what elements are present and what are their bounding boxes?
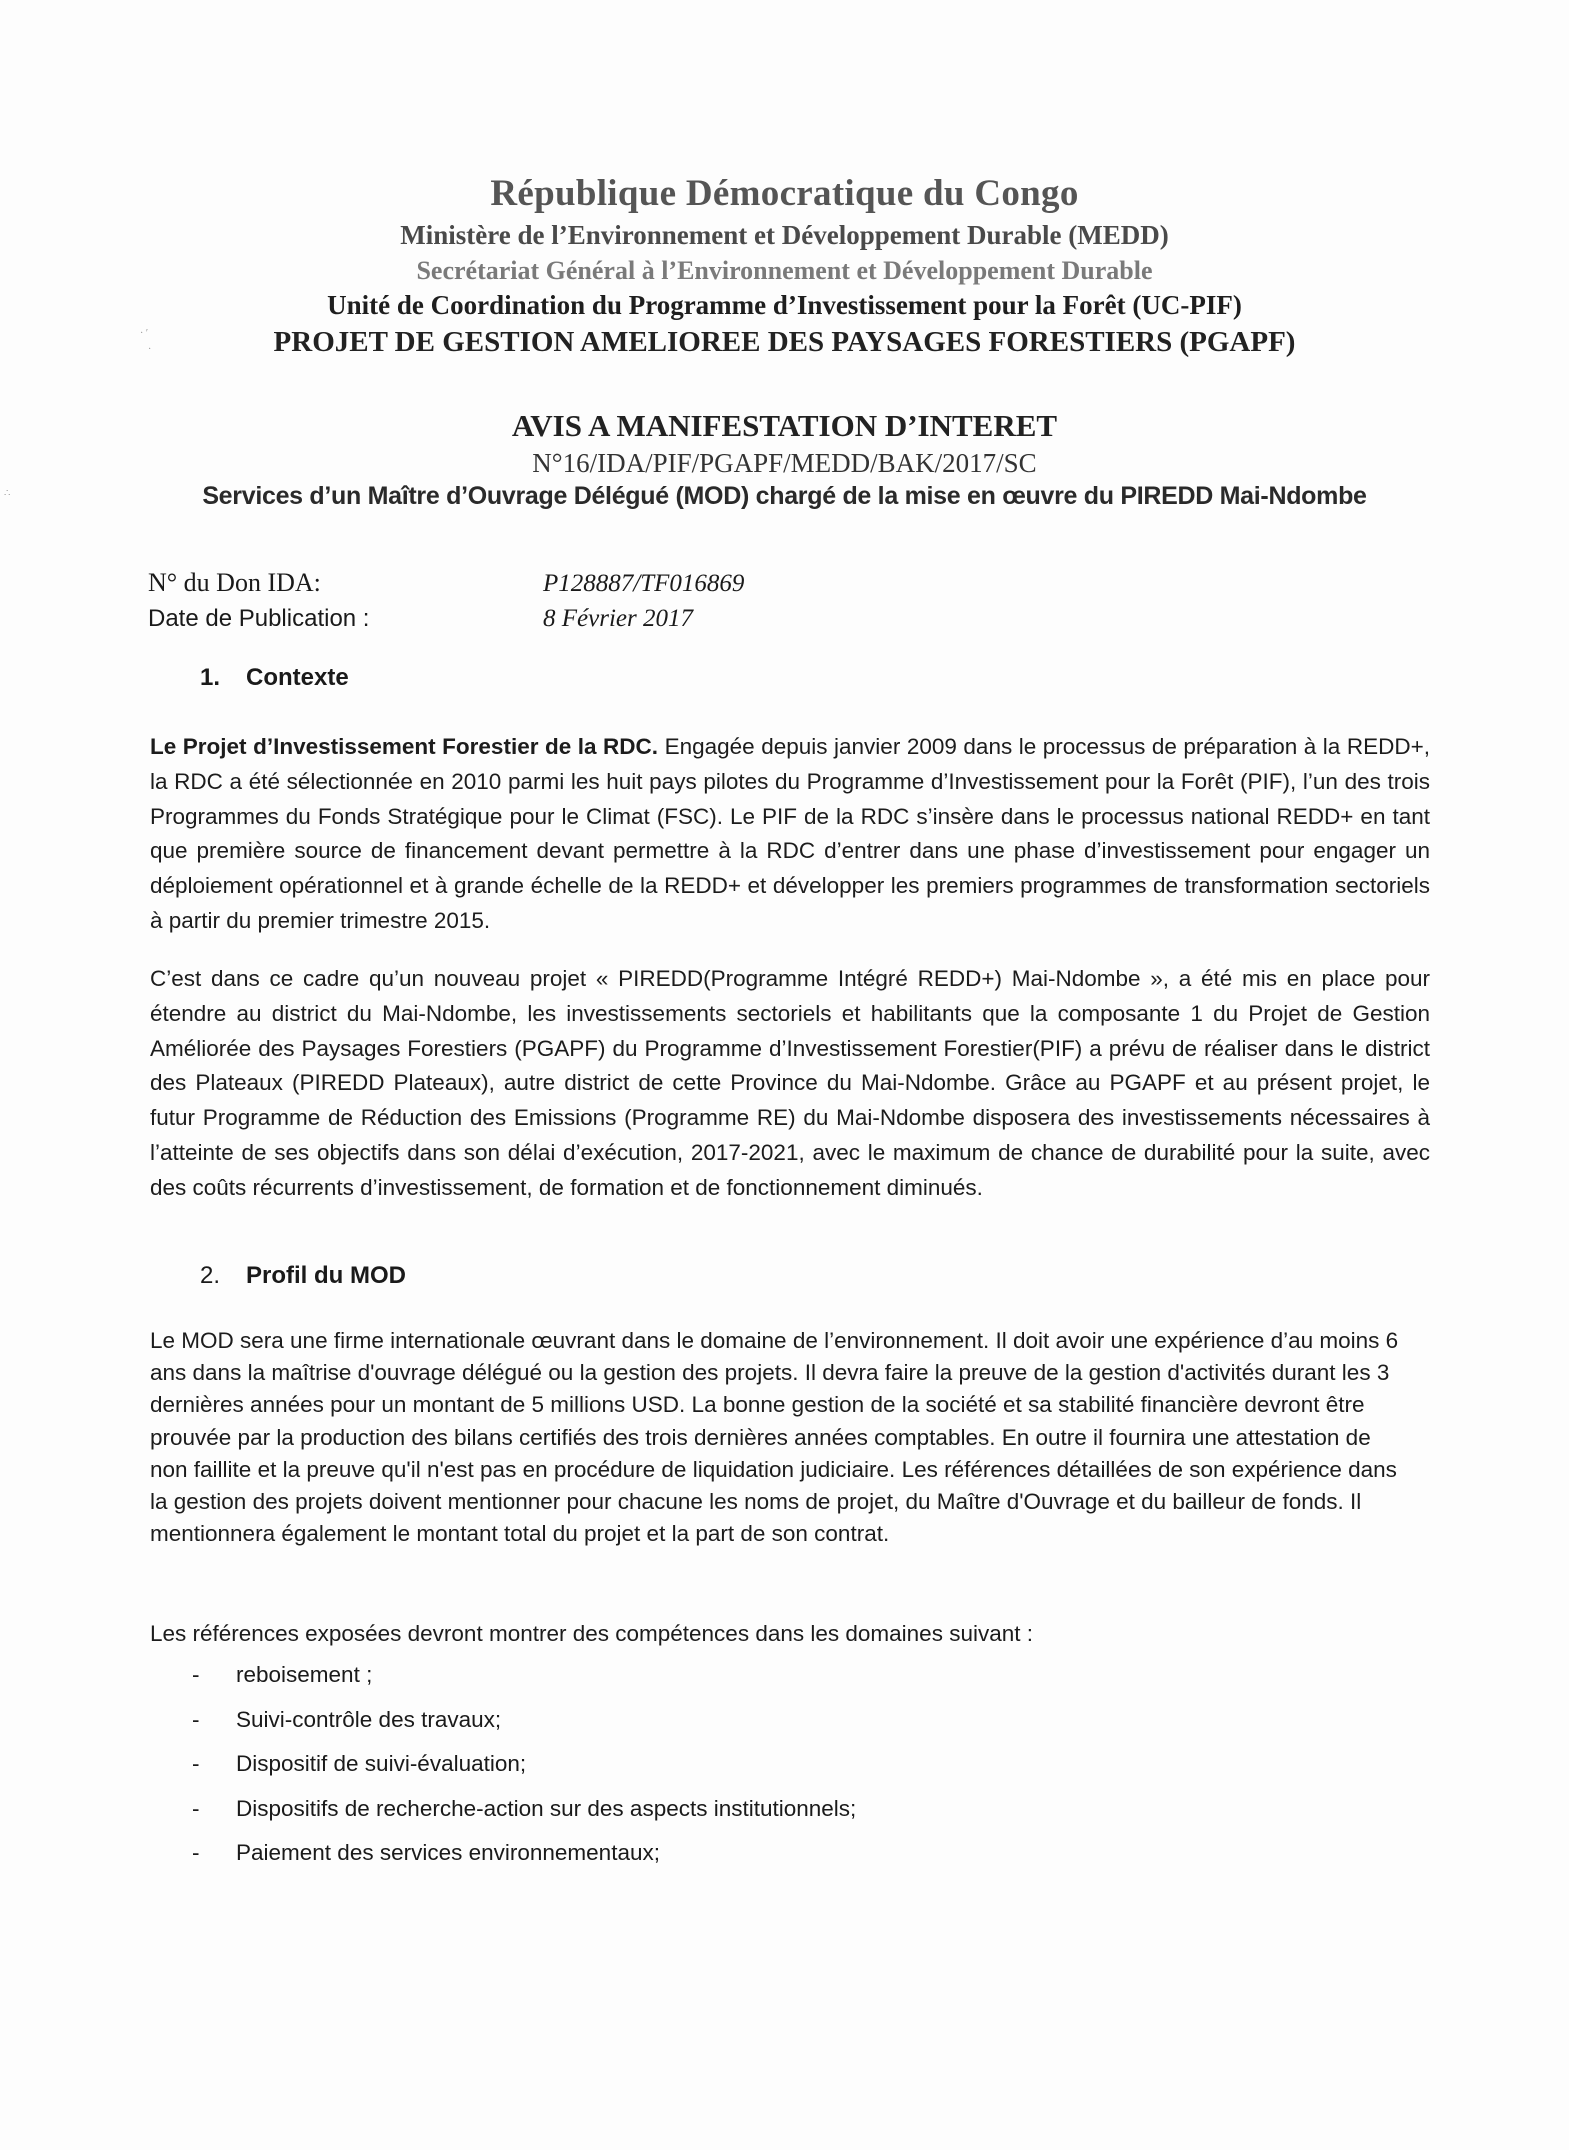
notice-subject: Services d’un Maître d’Ouvrage Délégué (MOD) chargé de la mise en œuvre du PIREDD Mai-Ndombe bbox=[202, 482, 1367, 510]
grant-row bbox=[148, 568, 744, 598]
list-item-text: Dispositif de suivi-évaluation; bbox=[236, 1751, 527, 1776]
list-bullet: - bbox=[192, 1751, 200, 1776]
scan-speck: ∴ bbox=[4, 488, 11, 499]
grant-label: N° du Don IDA: bbox=[148, 568, 321, 597]
list-item bbox=[150, 1836, 856, 1881]
list-bullet: - bbox=[192, 1662, 200, 1687]
header-project: PROJET DE GESTION AMELIOREE DES PAYSAGES FORESTIERS (PGAPF) bbox=[273, 326, 1296, 358]
paragraph-lead: Le Projet d’Investissement Forestier de la RDC. bbox=[150, 734, 659, 759]
date-row bbox=[148, 603, 693, 633]
paragraph-context-1 bbox=[150, 730, 1430, 939]
paragraph-references-intro: Les références exposées devront montrer des compétences dans les domaines suivant : bbox=[150, 1621, 1033, 1646]
list-item bbox=[150, 1747, 856, 1792]
header-country: République Démocratique du Congo bbox=[490, 173, 1079, 214]
header-unit: Unité de Coordination du Programme d’Investissement pour la Forêt (UC-PIF) bbox=[327, 290, 1242, 320]
grant-value: P128887/TF016869 bbox=[543, 570, 745, 597]
list-bullet: - bbox=[192, 1795, 200, 1821]
notice-reference: N°16/IDA/PIF/PGAPF/MEDD/BAK/2017/SC bbox=[532, 448, 1037, 478]
section-number: 2. bbox=[200, 1262, 221, 1289]
paragraph-profile: Le MOD sera une firme internationale œuvrant dans le domaine de l’environnement. Il doit avoir une expérience d’au moins 6 ans dans la maîtrise d'ouvrage délégué ou la gestion des projets. Il devra faire la preuve de la gestion d'activités durant les 3 dernières années pour un montant de 5 millions USD. La bonne gestion de la société et sa stabilité financière devront être prouvée par la production des bilans certifiés des trois dernières années comptables. En outre il fournira une attestation de non faillite et la preuve qu'il n'est pas en procédure de liquidation judiciaire. Les références détaillées de son expérience dans la gestion des projets doivent mentionner pour chacune les noms de projet, du Maître d'Ouvrage et du bailleur de fonds. Il mentionnera également le montant total du projet et la part de son contrat. bbox=[150, 1328, 1399, 1547]
header-secretariat: Secrétariat Général à l’Environnement et Développement Durable bbox=[416, 256, 1153, 285]
list-bullet: - bbox=[192, 1840, 200, 1865]
section-number: 1. bbox=[200, 664, 221, 691]
scan-speck: · bbox=[148, 344, 152, 355]
date-label: Date de Publication : bbox=[148, 605, 370, 632]
list-item bbox=[150, 1658, 856, 1703]
date-value: 8 Février 2017 bbox=[543, 605, 693, 632]
section-title: Profil du MOD bbox=[246, 1262, 406, 1289]
section-heading-contexte bbox=[200, 664, 349, 692]
list-item-text: Paiement des services environnementaux; bbox=[236, 1840, 660, 1865]
paragraph-text: Engagée depuis janvier 2009 dans le processus de préparation à la REDD+, la RDC a été sélectionnée en 2010 parmi les huit pays pilotes du Programme d’Investissement pour la Forêt (PIF), l’un des trois Programmes du Fonds Stratégique pour le Climat (FSC). Le PIF de la RDC s’insère dans le processus national REDD+ en tant que première source de financement devant permettre à la RDC d’entrer dans une phase d’investissement pour engager un déploiement opérationnel et à grande échelle de la REDD+ et développer les premiers programmes de transformation sectoriels à partir du premier trimestre 2015. bbox=[150, 734, 1430, 933]
header-ministry: Ministère de l’Environnement et Développement Durable (MEDD) bbox=[400, 220, 1169, 250]
list-item-text: Dispositifs de recherche-action sur des aspects institutionnels; bbox=[236, 1795, 857, 1821]
list-item-text: Suivi-contrôle des travaux; bbox=[236, 1706, 502, 1732]
competence-list bbox=[150, 1658, 856, 1881]
paragraph-context-2: C’est dans ce cadre qu’un nouveau projet « PIREDD(Programme Intégré REDD+) Mai-Ndombe », a été mis en place pour étendre au district du Mai-Ndombe, les investissements sectoriels et habilitants que la composante 1 du Projet de Gestion Améliorée des Paysages Forestiers (PGAPF) du Programme d’Investissement Forestier(PIF) a prévu de réaliser dans le district des Plateaux (PIREDD Plateaux), autre district de cette Province du Mai-Ndombe. Grâce au PGAPF et au présent projet, le futur Programme de Réduction des Emissions (Programme RE) du Mai-Ndombe disposera des investissements nécessaires à l’atteinte de ses objectifs dans son délai d’exécution, 2017-2021, avec le maximum de chance de durabilité pour la suite, avec des coûts récurrents d’investissement, de formation et de fonctionnement diminués. bbox=[150, 966, 1430, 1200]
scan-speck: · ′ bbox=[140, 328, 149, 339]
section-heading-profil bbox=[200, 1262, 406, 1290]
list-item bbox=[150, 1792, 856, 1837]
section-title: Contexte bbox=[246, 664, 349, 691]
list-bullet: - bbox=[192, 1706, 200, 1732]
notice-title: AVIS A MANIFESTATION D’INTERET bbox=[511, 408, 1058, 443]
list-item-text: reboisement ; bbox=[236, 1662, 373, 1687]
list-item bbox=[150, 1703, 856, 1748]
